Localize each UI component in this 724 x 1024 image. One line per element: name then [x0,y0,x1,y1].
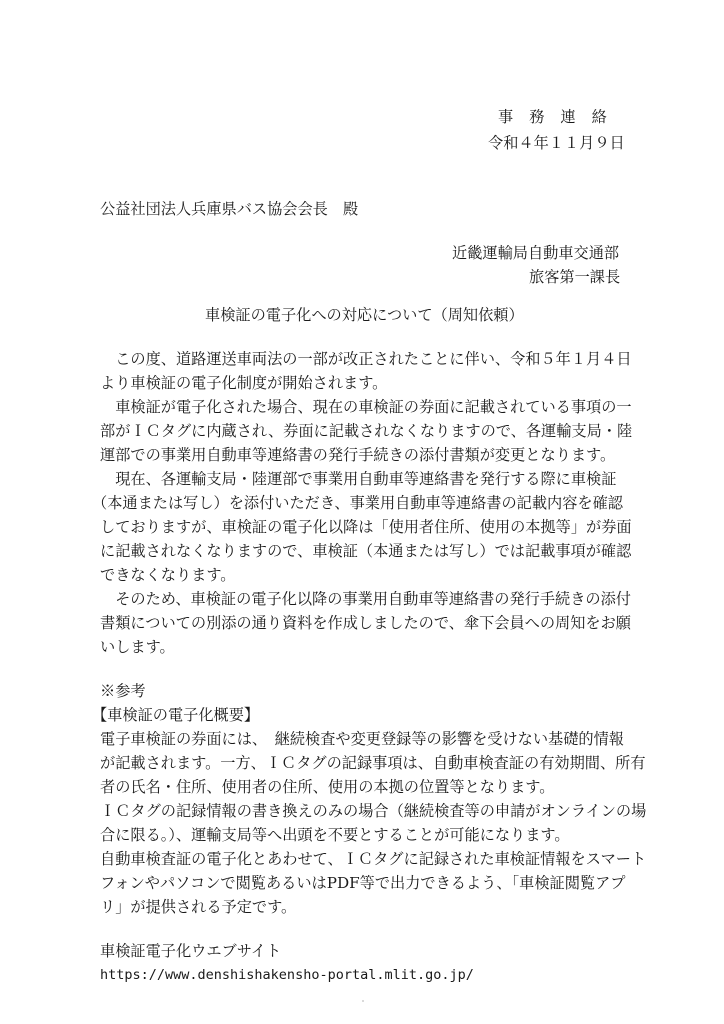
website-url-link[interactable]: https://www.denshishakensho-portal.mlit.go.jp/ [100,967,474,983]
body-line: 部がＩＣタグに内蔵され、券面に記載されなくなりますので、各運輸支局・陸 [100,422,633,440]
reference-line: 電子車検証の券面には、 継続検査や変更登録等の影響を受けない基礎的情報 [100,730,624,748]
body-line: しておりますが、車検証の電子化以降は「使用者住所、使用の本拠等」が券面 [100,518,632,536]
body-line: 車検証が電子化された場合、現在の車検証の券面に記載されている事項の一 [100,398,632,416]
body-line: 運部での事業用自動車等連絡書の発行手続きの添付書類が変更となります。 [100,446,616,464]
scan-speck [362,1000,364,1002]
sender-dept: 旅客第一課長 [529,268,621,286]
website-label: 車検証電子化ウエブサイト [100,942,282,960]
sender-org: 近畿運輸局自動車交通部 [452,244,620,262]
reference-line: リ」が提供される予定です。 [100,898,297,916]
body-line: 書類についての別添の通り資料を作成しましたので、傘下会員への周知をお願 [100,614,631,632]
reference-subheading: 【車検証の電子化概要】 [92,706,260,724]
reference-line: 者の氏名・住所、使用者の住所、使用の本拠の位置等となります。 [100,778,555,796]
document-title: 車検証の電子化への対応について（周知依頼） [205,306,524,324]
body-line: に記載されなくなりますので、車検証（本通または写し）では記載事項が確認 [100,542,632,560]
body-line: 現在、各運輸支局・陸運部で事業用自動車等連絡書を発行する際に車検証 [100,470,617,488]
reference-line: 自動車検査証の電子化とあわせて、ＩＣタグに記録された車検証情報をスマート [100,850,647,868]
body-line: できなくなります。 [100,566,236,584]
body-line: いします。 [100,638,175,656]
reference-line: ＩＣタグの記録情報の書き換えのみの場合（継続検査等の申請がオンラインの場 [100,802,647,820]
body-line: この度、道路運送車両法の一部が改正されたことに伴い、令和５年１月４日 [100,350,632,368]
reference-line: フォンやパソコンで閲覧あるいはPDF等で出力できるよう、「車検証閲覧アプ [100,874,626,892]
document-type: 事務連絡 [498,108,623,126]
body-line: そのため、車検証の電子化以降の事業用自動車等連絡書の発行手続きの添付 [100,590,631,608]
body-line: より車検証の電子化制度が開始されます。 [100,374,388,392]
reference-line: 合に限る。）、運輸支局等へ出頭を不要とすることが可能になります。 [100,826,570,844]
body-line: （本通または写し）を添付いただき、事業用自動車等連絡書の記載内容を確認 [92,494,623,512]
reference-line: が記載されます。一方、ＩＣタグの記録事項は、自動車検査証の有効期間、所有 [100,754,646,772]
recipient: 公益社団法人兵庫県バス協会会長 殿 [100,200,359,218]
document-date: 令和４年１１月９日 [488,134,625,152]
reference-heading: ※参考 [100,682,146,700]
